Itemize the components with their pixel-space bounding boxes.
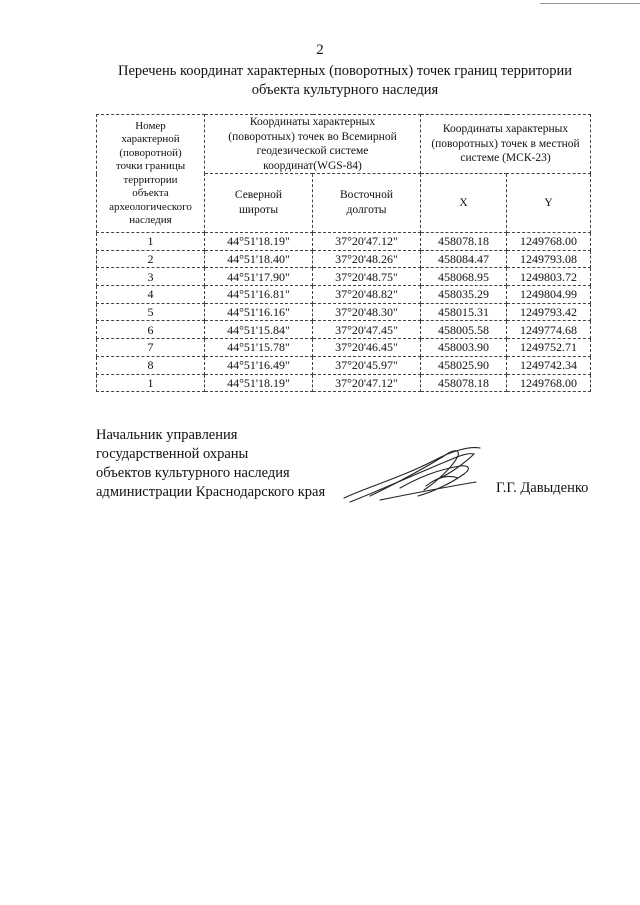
header-line: координат(WGS-84) — [263, 159, 362, 172]
cell-x: 458025.90 — [421, 356, 507, 374]
cell-y: 1249803.72 — [507, 268, 591, 286]
header-line: геодезической системе — [256, 145, 369, 157]
position-line: государственной охраны — [96, 446, 249, 462]
coordinates-table — [96, 114, 591, 392]
table-row — [97, 268, 591, 286]
cell-point-number: 2 — [97, 250, 205, 268]
header-east-longitude — [313, 174, 421, 233]
cell-x: 458068.95 — [421, 268, 507, 286]
cell-point-number: 8 — [97, 356, 205, 374]
cell-point-number: 3 — [97, 268, 205, 286]
header-line: археологического — [109, 200, 192, 213]
header-line: широты — [238, 204, 279, 216]
cell-x: 458078.18 — [421, 233, 507, 251]
table-row — [97, 233, 591, 251]
header-line: (поворотных) точек во Всемирной — [228, 130, 397, 143]
cell-y: 1249768.00 — [507, 374, 591, 392]
cell-latitude: 44°51'16.49" — [205, 356, 313, 374]
cell-longitude: 37°20'48.75" — [313, 268, 421, 286]
cell-latitude: 44°51'18.19" — [205, 233, 313, 251]
table-header-row-1 — [97, 115, 591, 174]
cell-longitude: 37°20'47.12" — [313, 233, 421, 251]
table-row — [97, 321, 591, 339]
cell-longitude: 37°20'47.12" — [313, 374, 421, 392]
header-x: X — [421, 174, 507, 233]
cell-latitude: 44°51'15.78" — [205, 339, 313, 357]
table-row — [97, 339, 591, 357]
title-line-2: объекта культурного наследия — [251, 82, 439, 98]
header-msk23-group — [421, 115, 591, 174]
cell-x: 458005.58 — [421, 321, 507, 339]
cell-point-number: 6 — [97, 321, 205, 339]
cell-longitude: 37°20'48.82" — [313, 286, 421, 304]
document-title — [80, 62, 610, 100]
cell-y: 1249804.99 — [507, 286, 591, 304]
cell-point-number: 5 — [97, 303, 205, 321]
cell-longitude: 37°20'47.45" — [313, 321, 421, 339]
position-line: объектов культурного наследия — [96, 465, 290, 481]
cell-y: 1249793.42 — [507, 303, 591, 321]
header-line: (поворотных) точек в местной — [431, 137, 580, 150]
cell-latitude: 44°51'18.40" — [205, 250, 313, 268]
cell-point-number: 1 — [97, 233, 205, 251]
title-line-1: Перечень координат характерных (поворотных) точек границ территории — [117, 63, 573, 79]
signer-name: Г.Г. Давыденко — [496, 480, 589, 496]
cell-latitude: 44°51'16.16" — [205, 303, 313, 321]
cell-x: 458078.18 — [421, 374, 507, 392]
header-y: Y — [507, 174, 591, 233]
cell-latitude: 44°51'18.19" — [205, 374, 313, 392]
table-row — [97, 356, 591, 374]
signatory-position — [96, 426, 325, 502]
header-point-number — [97, 115, 205, 233]
cell-longitude: 37°20'48.30" — [313, 303, 421, 321]
header-line: Координаты характерных — [442, 123, 569, 136]
cell-longitude: 37°20'48.26" — [313, 250, 421, 268]
cell-x: 458003.90 — [421, 339, 507, 357]
cell-point-number: 1 — [97, 374, 205, 392]
cell-longitude: 37°20'46.45" — [313, 339, 421, 357]
header-wgs84-group — [205, 115, 421, 174]
table-row — [97, 303, 591, 321]
cell-x: 458035.29 — [421, 286, 507, 304]
table-row — [97, 250, 591, 268]
position-line: администрации Краснодарского края — [96, 484, 326, 500]
header-line: долготы — [346, 204, 387, 216]
header-line: точки границы — [115, 160, 186, 172]
header-line: (поворотной) — [119, 146, 182, 159]
position-line: Начальник управления — [96, 427, 238, 443]
scan-edge-mark — [540, 3, 640, 4]
cell-longitude: 37°20'45.97" — [313, 356, 421, 374]
cell-point-number: 4 — [97, 286, 205, 304]
cell-y: 1249742.34 — [507, 356, 591, 374]
header-line: наследия — [129, 214, 172, 226]
cell-x: 458015.31 — [421, 303, 507, 321]
header-line: территории — [123, 173, 178, 186]
header-line: объекта — [132, 187, 169, 199]
cell-y: 1249774.68 — [507, 321, 591, 339]
header-line: характерной — [121, 133, 180, 145]
table-row — [97, 374, 591, 392]
header-line: Номер — [135, 119, 166, 132]
handwritten-signature — [340, 438, 490, 508]
header-line: Координаты характерных — [249, 116, 376, 128]
header-line: Северной — [234, 189, 283, 201]
cell-y: 1249793.08 — [507, 250, 591, 268]
cell-point-number: 7 — [97, 339, 205, 357]
header-north-latitude — [205, 174, 313, 233]
header-line: системе (МСК-23) — [460, 152, 551, 165]
cell-latitude: 44°51'15.84" — [205, 321, 313, 339]
cell-y: 1249768.00 — [507, 233, 591, 251]
cell-y: 1249752.71 — [507, 339, 591, 357]
cell-latitude: 44°51'17.90" — [205, 268, 313, 286]
page-number: 2 — [316, 42, 324, 58]
cell-x: 458084.47 — [421, 250, 507, 268]
cell-latitude: 44°51'16.81" — [205, 286, 313, 304]
table-row — [97, 286, 591, 304]
header-line: Восточной — [340, 189, 393, 201]
